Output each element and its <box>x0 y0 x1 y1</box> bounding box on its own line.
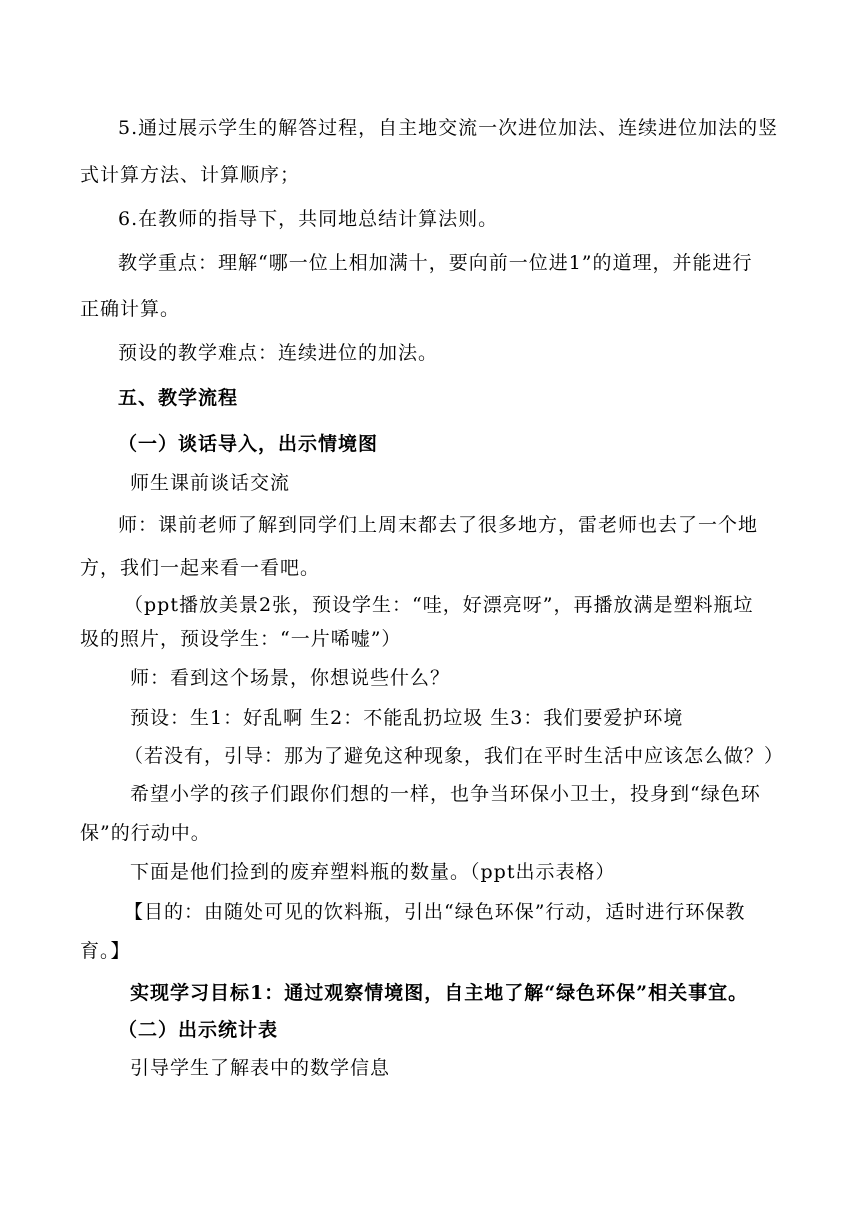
paragraph-line: 教学重点：理解“哪一位上相加满十，要向前一位进1”的道理，并能进行 <box>118 252 753 274</box>
paragraph-line: 师生课前谈话交流 <box>130 472 291 494</box>
paragraph-line: 师：课前老师了解到同学们上周末都去了很多地方，雷老师也去了一个地 <box>118 514 759 536</box>
paragraph-line: 正确计算。 <box>80 298 181 320</box>
paragraph-line: （若没有，引导：那为了避免这种现象，我们在平时生活中应该怎么做？） <box>124 745 785 767</box>
paragraph-line: 师：看到这个场景，你想说些什么？ <box>130 667 451 689</box>
paragraph-line: （ppt播放美景2张，预设学生：“哇，好漂亮呀”，再播放满是塑料瓶垃 <box>124 594 754 616</box>
paragraph-line: 育。】 <box>80 940 131 962</box>
paragraph-line: 预设：生1：好乱啊 生2：不能乱扔垃圾 生3：我们要爱护环境 <box>130 707 684 729</box>
paragraph-line: 希望小学的孩子们跟你们想的一样，也争当环保小卫士，投身到“绿色环 <box>130 783 761 805</box>
paragraph-line: 下面是他们捡到的废弃塑料瓶的数量。（ppt出示表格） <box>130 861 616 883</box>
subsection-heading: （二）出示统计表 <box>118 1019 279 1041</box>
learning-goal-line: 实现学习目标1：通过观察情境图，自主地了解“绿色环保”相关事宜。 <box>130 982 749 1004</box>
paragraph-line: 引导学生了解表中的数学信息 <box>130 1057 391 1079</box>
paragraph-line: 5.通过展示学生的解答过程，自主地交流一次进位加法、连续进位加法的竖 <box>118 117 779 139</box>
paragraph-line: 式计算方法、计算顺序； <box>80 164 301 186</box>
paragraph-line: 方，我们一起来看一看吧。 <box>80 557 321 579</box>
section-heading: 五、教学流程 <box>118 387 239 409</box>
paragraph-line: 圾的照片，预设学生：“一片唏嘘”） <box>80 628 402 650</box>
subsection-heading: （一）谈话导入，出示情境图 <box>118 433 379 455</box>
paragraph-line: 保”的行动中。 <box>80 822 211 844</box>
paragraph-line: 预设的教学难点：连续进位的加法。 <box>118 342 439 364</box>
paragraph-line: 6.在教师的指导下，共同地总结计算法则。 <box>118 208 499 230</box>
paragraph-line: 【目的：由随处可见的饮料瓶，引出“绿色环保”行动，适时进行环保教 <box>124 901 746 923</box>
